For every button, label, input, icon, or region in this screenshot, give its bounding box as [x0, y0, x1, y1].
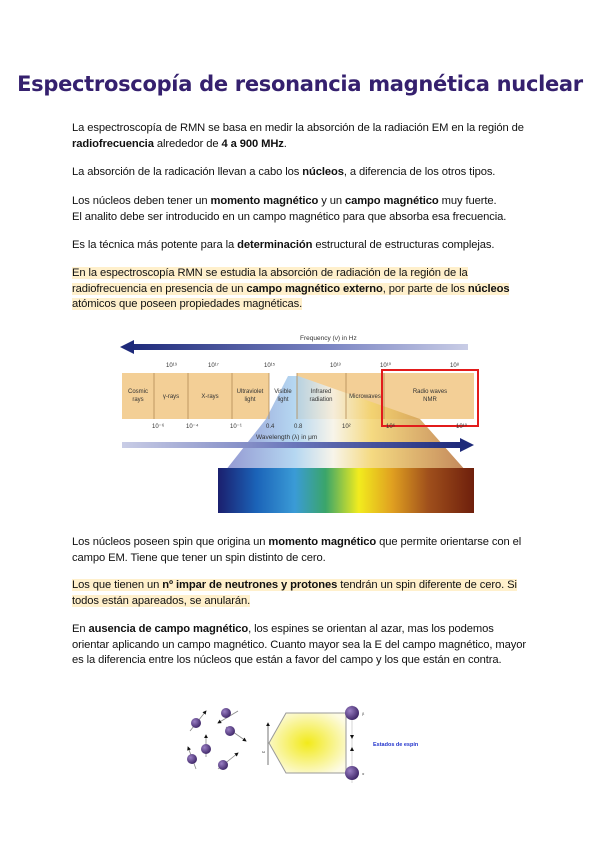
svg-text:Ultraviolet: Ultraviolet	[236, 389, 264, 395]
svg-text:α: α	[362, 771, 365, 776]
svg-text:Cosmic: Cosmic	[127, 389, 149, 395]
svg-text:radiation: radiation	[309, 397, 333, 403]
svg-text:Radio waves: Radio waves	[412, 389, 448, 395]
svg-text:light: light	[277, 397, 289, 403]
svg-text:10¹³: 10¹³	[330, 363, 341, 369]
spin-diagram	[176, 697, 426, 787]
paragraph-field-absence: En ausencia de campo magnético, los espines se orientan al azar, mas los podemos orientar aplicando un campo magnético. Cuanto mayor sea la E del campo magnético, mayor es la diferencia entre los núcleos que están a favor del campo y los que están en contra.	[72, 623, 526, 666]
svg-text:10⁶: 10⁶	[386, 424, 396, 430]
svg-text:NMR: NMR	[423, 397, 437, 403]
spin-states-label: Estados de espín	[373, 742, 419, 748]
paragraph-rmn-basis: La espectroscopía de RMN se basa en medir la absorción de la radiación EM en la región de radiofrecuencia alrededor de 4 a 900 MHz.	[72, 122, 524, 150]
svg-text:10⁻⁴: 10⁻⁴	[186, 424, 199, 430]
svg-text:10⁸: 10⁸	[450, 363, 460, 369]
svg-text:Infrared: Infrared	[310, 389, 332, 395]
bold-radiofrecuencia: radiofrecuencia	[72, 137, 154, 150]
spin-states-figure	[176, 697, 426, 787]
svg-text:X-rays: X-rays	[201, 394, 219, 400]
svg-text:10¹⁰: 10¹⁰	[456, 424, 468, 430]
svg-text:light: light	[244, 397, 256, 403]
paragraph-highlighted-odd-nucleons: Los que tienen un nº impar de neutrones y protones tendrán un spin diferente de cero. Si todos están apareados, se anularán.	[72, 579, 517, 607]
svg-text:10¹⁵: 10¹⁵	[264, 363, 276, 369]
svg-text:10⁻¹: 10⁻¹	[230, 424, 242, 430]
paragraph-nuclei-absorb: La absorción de la radicación llevan a cabo los núcleos, a diferencia de los otros tipos.	[72, 166, 496, 178]
svg-text:10⁻⁶: 10⁻⁶	[152, 424, 165, 430]
paragraph-magnetic-moment: Los núcleos deben tener un momento magnético y un campo magnético muy fuerte. El analito debe ser introducido en un campo magnético para que absorba esa frecuencia.	[72, 195, 507, 223]
svg-text:10¹⁷: 10¹⁷	[208, 363, 219, 369]
paragraph-technique: Es la técnica más potente para la determinación estructural de estructuras complejas.	[72, 239, 495, 251]
bold-frequency-range: 4 a 900 MHz	[221, 137, 284, 150]
svg-text:Visible: Visible	[274, 389, 292, 395]
svg-text:γ-rays: γ-rays	[162, 394, 180, 400]
svg-text:10²: 10²	[342, 424, 351, 430]
page-title: Espectroscopía de resonancia magnética nuclear	[17, 72, 583, 96]
svg-text:ω: ω	[262, 749, 266, 754]
em-spectrum-figure	[118, 330, 480, 515]
svg-text:rays: rays	[132, 397, 144, 403]
svg-text:Wavelength (λ) in μm: Wavelength (λ) in μm	[256, 434, 318, 441]
svg-text:0.8: 0.8	[294, 424, 303, 430]
svg-text:β: β	[362, 711, 365, 716]
paragraph-spin: Los núcleos poseen spin que origina un momento magnético que permite orientarse con el campo EM. Tiene que tener un spin distinto de cero.	[72, 536, 522, 564]
svg-text:10¹⁹: 10¹⁹	[166, 363, 178, 369]
svg-text:0.4: 0.4	[266, 424, 275, 430]
svg-text:10¹⁰: 10¹⁰	[380, 363, 392, 369]
svg-text:Frequency (ν) in Hz: Frequency (ν) in Hz	[300, 335, 357, 342]
paragraph-highlighted-rmn: En la espectroscopía RMN se estudia la absorción de radiación de la región de la radiofrecuencia en presencia de un campo magnético externo, por parte de los núcleos atómicos que poseen propiedades magnéticas.	[72, 267, 510, 310]
svg-text:Microwaves: Microwaves	[349, 394, 381, 400]
em-spectrum-diagram	[118, 330, 480, 515]
